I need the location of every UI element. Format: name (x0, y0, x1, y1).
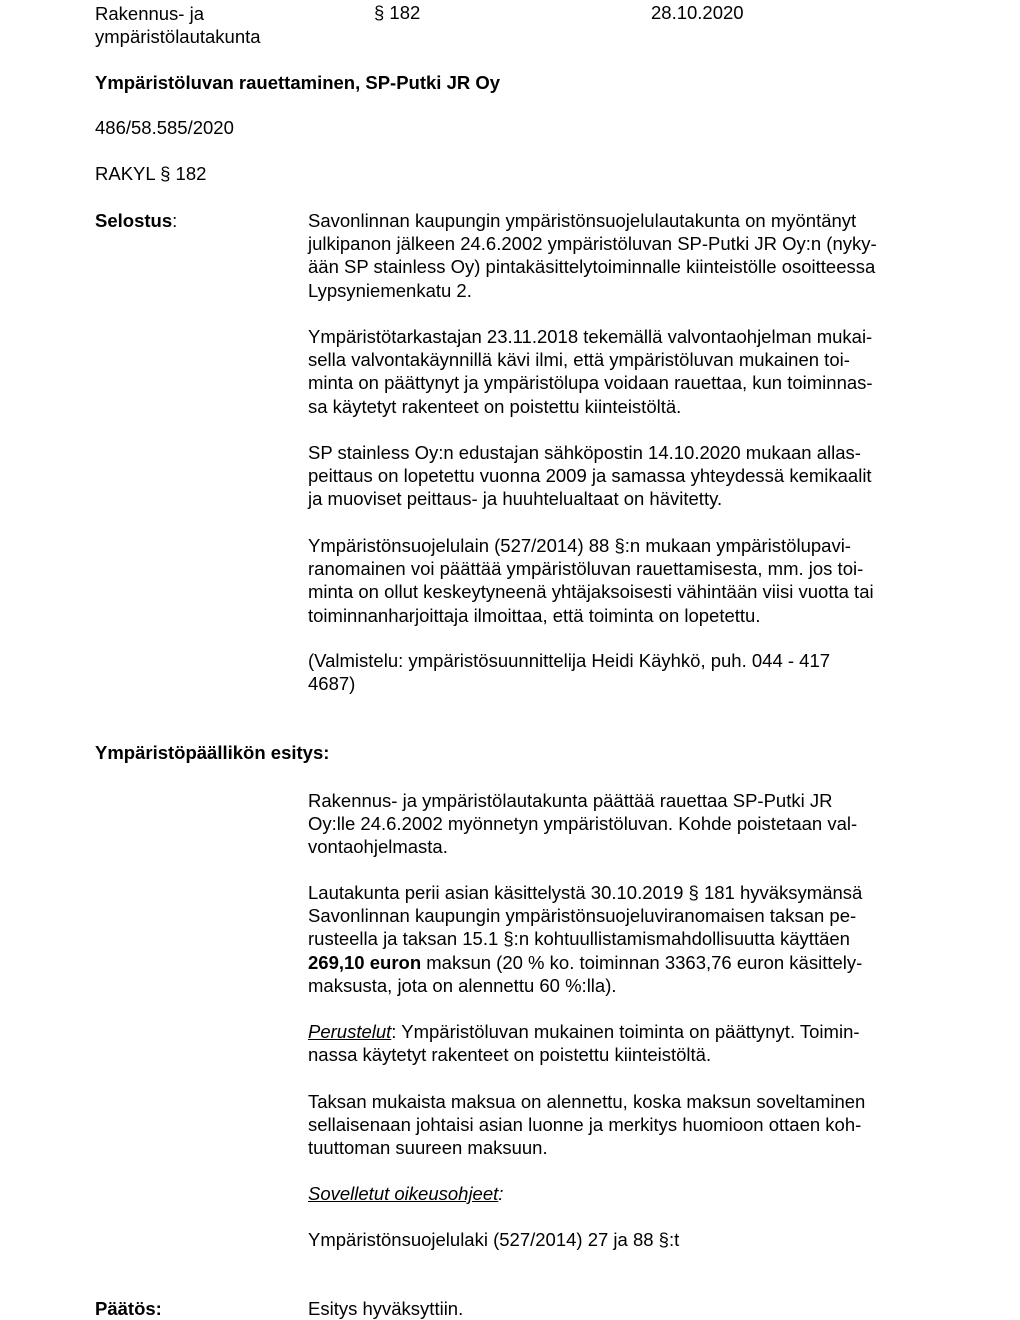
law-reference: Ympäristönsuojelulaki (527/2014) 27 ja 88 §:t (308, 1229, 680, 1250)
reference: RAKYL § 182 (95, 163, 207, 184)
selostus-p5-preparer: (Valmistelu: ympäristösuunnittelija Heidi Käyhkö, puh. 044 - 417 4687) (308, 650, 831, 695)
selostus-p1: Savonlinnan kaupungin ympäristönsuojelulautakunta on myöntänyt julkipanon jälkeen 24.6.2002 ympäristöluvan SP-Putki JR Oy:n (nyky- ään SP stainless Oy) pintakäsittelytoiminnalle kiinteistölle osoitteessa Lypsyniemenkatu 2. (308, 210, 877, 301)
selostus-p3: SP stainless Oy:n edustajan sähköpostin 14.10.2020 mukaan allas- peittaus on lopetettu vuonna 2009 ja samassa yhteydessä kemikaalit ja muoviset peittaus- ja huuhtelualtaat on hävitetty. (308, 442, 872, 510)
selostus-label: Selostus: (95, 210, 178, 231)
selostus-p4: Ympäristönsuojelulain (527/2014) 88 §:n mukaan ympäristölupavi- ranomainen voi päättää ympäristöluvan rauettamisesta, mm. jos toi- minta on ollut keskeytyneenä yhtäjaksoisesti vähintään viisi vuotta tai toiminnanharjoittaja ilmoittaa, että toiminta on lopetettu. (308, 535, 874, 626)
esitys-p2: Lautakunta perii asian käsittelystä 30.10.2019 § 181 hyväksymänsä Savonlinnan kaupungin ympäristönsuojeluviranomaisen taksan pe- rusteella ja taksan 15.1 §:n kohtuullistamismahdollisuutta käyttäen 269,10 euron maksun (20 % ko. toiminnan 3363,76 euron käsittely- maksusta, jota on alennettu 60 %:lla). (308, 882, 863, 996)
committee-line-1: Rakennus- ja (95, 3, 205, 24)
fee-amount: 269,10 euron (308, 951, 422, 973)
paatos-text: Esitys hyväksyttiin. (308, 1298, 464, 1319)
committee-name (95, 2, 261, 48)
esitys-p4: Taksan mukaista maksua on alennettu, koska maksun soveltaminen sellaisenaan johtaisi asian luonne ja merkitys huomioon ottaen koh- tuuttoman suureen maksuun. (308, 1091, 866, 1159)
record-number: 486/58.585/2020 (95, 117, 234, 138)
sovelletut-label: Sovelletut oikeusohjeet: (308, 1183, 504, 1204)
section-number: § 182 (374, 2, 421, 23)
esitys-p1: Rakennus- ja ympäristölautakunta päättää rauettaa SP-Putki JR Oy:lle 24.6.2002 myönnetyn ympäristöluvan. Kohde poistetaan val- vontaohjelmasta. (308, 790, 858, 858)
selostus-p2: Ympäristötarkastajan 23.11.2018 tekemällä valvontaohjelman mukai- sella valvontakäynnillä kävi ilmi, että ympäristöluvan mukainen toi- minta on päättynyt ja ympäristölupa voidaan rauettaa, kun toiminnas- sa käytetyt rakenteet on poistettu kiinteistöltä. (308, 326, 873, 417)
committee-line-2: ympäristölautakunta (95, 26, 261, 47)
document-title: Ympäristöluvan rauettaminen, SP-Putki JR Oy (95, 72, 501, 93)
esitys-label: Ympäristöpäällikön esitys: (95, 742, 330, 763)
perustelut-label: Perustelut (308, 1021, 392, 1042)
meeting-date: 28.10.2020 (651, 2, 744, 23)
esitys-perustelut: Perustelut: Ympäristöluvan mukainen toiminta on päättynyt. Toimin- nassa käytetyt rakenteet on poistettu kiinteistöltä. (308, 1021, 860, 1066)
paatos-label: Päätös: (95, 1298, 162, 1319)
